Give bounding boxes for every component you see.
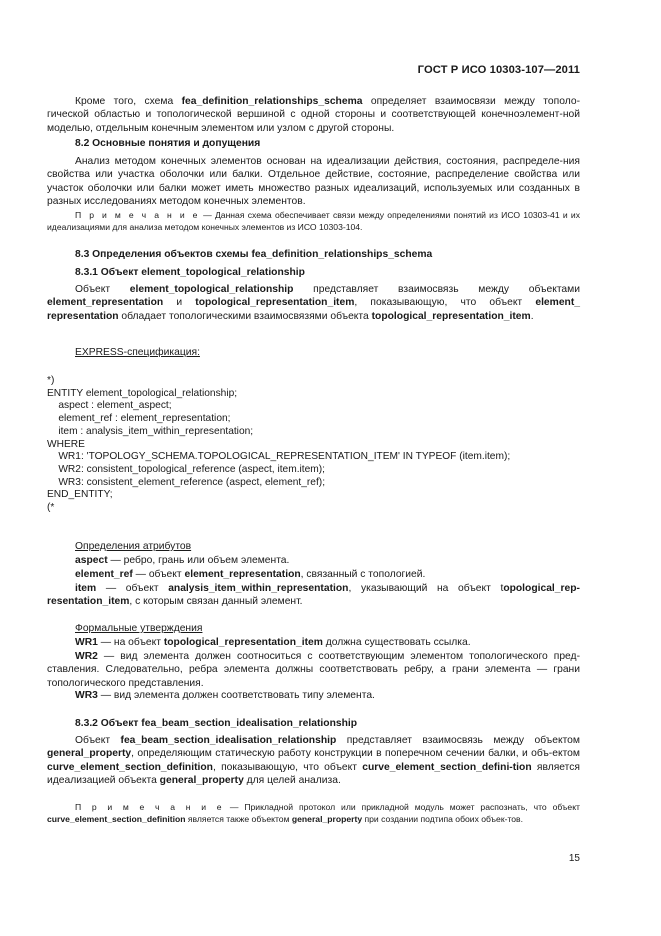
document-page xyxy=(47,0,580,936)
express-code-block: *) ENTITY element_topological_relationship; aspect : element_aspect; element_ref : element_representation; item : analysis_item_within_representation; WHERE WR1: 'TOPOLOGY_SCHEMA.TOPOLOGICAL_REPRESENTATION_ITEM' IN TYPEOF (item.item); WR2: consistent_topological_reference (aspect, item.item); WR3: consistent_element_reference (aspect, element_ref); END_ENTITY; (* xyxy=(47,375,511,514)
document-number: ГОСТ Р ИСО 10303-107—2011 xyxy=(417,64,580,76)
attributes-heading: Определения атрибутов xyxy=(75,541,192,552)
section-8-3-1-title: 8.3.1 Объект element_topological_relationship xyxy=(75,267,305,278)
page-number: 15 xyxy=(568,853,580,864)
intro-paragraph: Кроме того, схема fea_definition_relationships_schema определяет взаимосвязи между тополо-гической областью и топологической вершиной с одной стороны и соответствующей конечноэлемент-ной моделью, отдельным конечным элементом или узлом с другой стороны. xyxy=(47,96,580,134)
formal-rules-heading: Формальные утверждения xyxy=(75,623,203,634)
section-8-3-1-paragraph: Объект element_topological_relationship представляет взаимосвязь между объектами element_representation и topological_representation_item, показывающую, что объект element_ representation обладает топологическими взаимосвязями объекта topological_representation_item. xyxy=(47,284,580,322)
section-8-3-2-paragraph: Объект fea_beam_section_idealisation_relationship представляет взаимосвязь между объектом general_property, определяющим статическую работу конструкции в поперечном сечении балки, и объ-ектом curve_element_section_definition, показывающую, что объект curve_element_section_defini-tion является идеализацией объекта general_property для целей анализа. xyxy=(47,735,580,787)
attribute-aspect: aspect — ребро, грань или объем элемента. xyxy=(75,555,290,566)
rule-wr3: WR3 — вид элемента должен соответствовать типу элемента. xyxy=(75,690,375,701)
attribute-element-ref: element_ref — объект element_representation, связанный с топологией. xyxy=(75,569,426,580)
express-spec-label: EXPRESS-спецификация: xyxy=(75,347,200,358)
rule-wr1: WR1 — на объект topological_representation_item должна существовать ссылка. xyxy=(75,637,471,648)
section-8-3-title: 8.3 Определения объектов схемы fea_definition_relationships_schema xyxy=(75,249,433,260)
section-8-3-2-note: П р и м е ч а н и е — Прикладной протокол или прикладной модуль может распознать, что объект curve_element_section_definition является также объектом general_property при создании подтипа обоих объек-тов. xyxy=(47,802,580,824)
section-8-2-title: 8.2 Основные понятия и допущения xyxy=(75,138,261,149)
attribute-item: item — объект analysis_item_within_representation, указывающий на объект topological_rep-resentation_item, с которым связан данный элемент. xyxy=(47,583,580,608)
section-8-3-2-title: 8.3.2 Объект fea_beam_section_idealisation_relationship xyxy=(75,718,358,729)
section-8-2-paragraph: Анализ методом конечных элементов основан на идеализации действия, состояния, распределе-ния свойства или участка оболочки или балки. Отдельное действие, состояние, распределение свойства или участок оболочки или балки может иметь множество разных идеализаций, используемых или созданных в разных исследованиях методом конечных элементов. xyxy=(47,156,580,208)
rule-wr2: WR2 — вид элемента должен соотноситься с соответствующим элементом топологического пред-ставления. Следовательно, ребра элемента должны соответствовать ребру, а грани элемента — грани топологического представления. xyxy=(47,651,580,689)
section-8-2-note: П р и м е ч а н и е — Данная схема обеспечивает связи между определениями понятий из ИСО 10303-41 и их идеализациями для анализа методом конечных элементов из ИСО 10303-104. xyxy=(47,210,580,232)
